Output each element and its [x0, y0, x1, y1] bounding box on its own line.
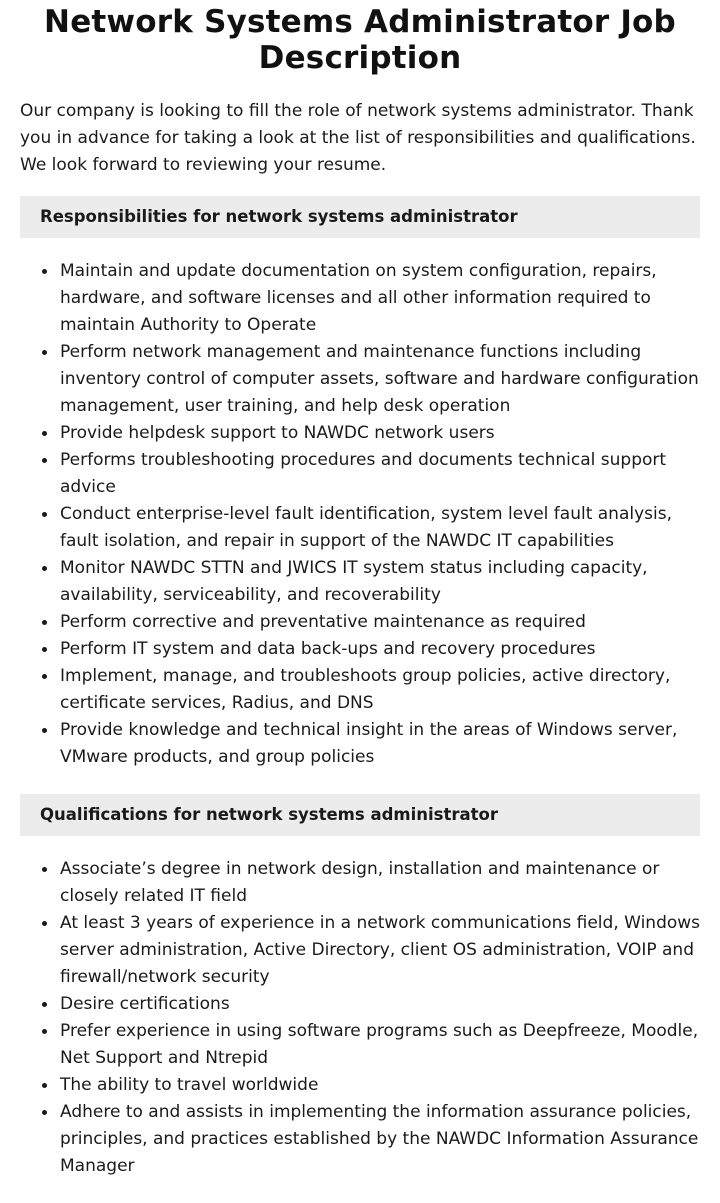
- list-item: Associate’s degree in network design, installation and maintenance or closely related IT field: [60, 856, 700, 910]
- list-item: Implement, manage, and troubleshoots group policies, active directory, certificate services, Radius, and DNS: [60, 663, 700, 717]
- list-item: Adhere to and assists in implementing the information assurance policies, principles, and practices established by the NAWDC Information Assurance Manager: [60, 1099, 700, 1180]
- list-item: Prefer experience in using software programs such as Deepfreeze, Moodle, Net Support and Ntrepid: [60, 1018, 700, 1072]
- list-item: Provide helpdesk support to NAWDC network users: [60, 420, 700, 447]
- list-item: Monitor NAWDC STTN and JWICS IT system status including capacity, availability, serviceability, and recoverability: [60, 555, 700, 609]
- responsibilities-heading: Responsibilities for network systems administrator: [20, 196, 700, 238]
- responsibilities-list: [20, 258, 700, 771]
- page-title: Network Systems Administrator Job Description: [44, 4, 676, 76]
- list-item: Provide knowledge and technical insight in the areas of Windows server, VMware products, and group policies: [60, 717, 700, 771]
- list-item: Maintain and update documentation on system configuration, repairs, hardware, and software licenses and all other information required to maintain Authority to Operate: [60, 258, 700, 339]
- list-item: At least 3 years of experience in a network communications field, Windows server administration, Active Directory, client OS administration, VOIP and firewall/network security: [60, 910, 700, 991]
- list-item: Perform IT system and data back-ups and recovery procedures: [60, 636, 700, 663]
- qualifications-heading: Qualifications for network systems administrator: [20, 794, 700, 836]
- list-item: Perform corrective and preventative maintenance as required: [60, 609, 700, 636]
- list-item: The ability to travel worldwide: [60, 1072, 700, 1099]
- list-item: Desire certifications: [60, 991, 700, 1018]
- job-description-page: [0, 4, 720, 1180]
- list-item: Perform network management and maintenance functions including inventory control of computer assets, software and hardware configuration management, user training, and help desk operation: [60, 339, 700, 420]
- list-item: Performs troubleshooting procedures and documents technical support advice: [60, 447, 700, 501]
- list-item: Conduct enterprise-level fault identification, system level fault analysis, fault isolation, and repair in support of the NAWDC IT capabilities: [60, 501, 700, 555]
- intro-paragraph: Our company is looking to fill the role of network systems administrator. Thank you in advance for taking a look at the list of responsibilities and qualifications. We look forward to reviewing your resume.: [20, 101, 696, 175]
- qualifications-list: [20, 856, 700, 1180]
